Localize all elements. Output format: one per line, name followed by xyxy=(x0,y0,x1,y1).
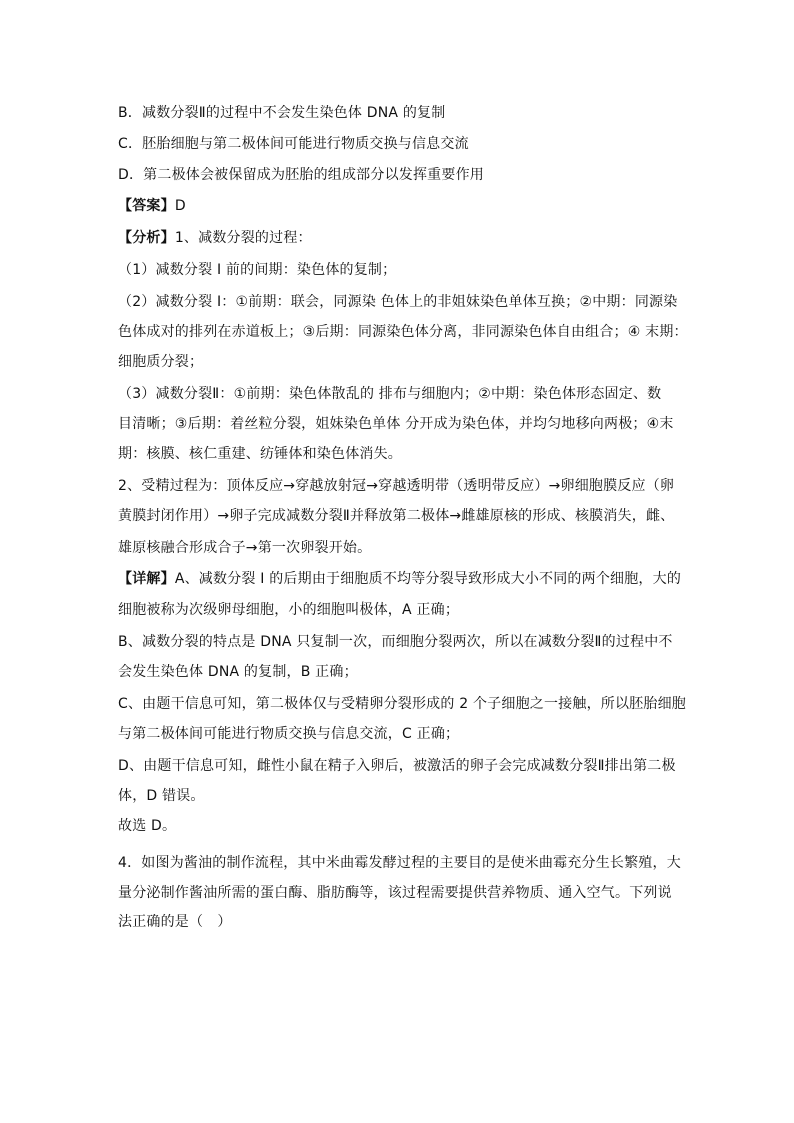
analysis-line: （3）减数分裂Ⅱ：①前期：染色体散乱的 排布与细胞内；②中期：染色体形态固定、数 xyxy=(118,386,662,402)
question-4-line: 4．如图为酱油的制作流程，其中米曲霉发酵过程的主要目的是使米曲霉充分生长繁殖，大 xyxy=(118,855,681,871)
detail-line: 细胞被称为次级卵母细胞，小的细胞叫极体，A 正确； xyxy=(118,602,460,618)
detail-line: 与第二极体间可能进行物质交换与信息交流，C 正确； xyxy=(118,726,460,742)
answer-value: D xyxy=(174,198,186,214)
detail-line: 体，D 错误。 xyxy=(118,788,205,804)
analysis-line: （1）减数分裂 I 前的间期：染色体的复制； xyxy=(118,262,397,278)
question-4-line: 量分泌制作酱油所需的蛋白酶、脂肪酶等，该过程需要提供营养物质、通入空气。下列说 xyxy=(118,885,672,901)
detail-line: C、由题干信息可知，第二极体仅与受精卵分裂形成的 2 个子细胞之一接触，所以胚胎细胞 xyxy=(118,696,686,712)
detail-line: B、减数分裂的特点是 DNA 只复制一次，而细胞分裂两次，所以在减数分裂Ⅱ的过程中不 xyxy=(118,634,673,650)
analysis-first: 1、减数分裂的过程： xyxy=(174,230,312,246)
option-d: D．第二极体会被保留成为胚胎的组成部分以发挥重要作用 xyxy=(118,167,484,183)
answer-tag: 【答案】 xyxy=(118,198,175,214)
option-c: C．胚胎细胞与第二极体间可能进行物质交换与信息交流 xyxy=(118,136,469,152)
question-4-line: 法正确的是（ ） xyxy=(118,914,232,930)
analysis-line: 期：核膜、核仁重建、纺锤体和染色体消失。 xyxy=(118,446,402,462)
analysis-line: 黄膜封闭作用）→卵子完成减数分裂Ⅱ并释放第二极体→雌雄原核的形成、核膜消失，雌、 xyxy=(118,508,675,524)
analysis-tag: 【分析】 xyxy=(118,230,175,246)
detail-first: A、减数分裂 I 的后期由于细胞质不均等分裂导致形成大小不同的两个细胞，大的 xyxy=(174,571,682,587)
analysis-line: 色体成对的排列在赤道板上；③后期：同源染色体分离，非同源染色体自由组合；④ 末期： xyxy=(118,324,688,340)
option-b: B．减数分裂Ⅱ的过程中不会发生染色体 DNA 的复制 xyxy=(118,105,446,121)
analysis-line: 细胞质分裂； xyxy=(118,354,204,370)
detail-line: D、由题干信息可知，雌性小鼠在精子入卵后，被激活的卵子会完成减数分裂Ⅱ排出第二极 xyxy=(118,758,676,774)
analysis-line: 2、受精过程为：顶体反应→穿越放射冠→穿越透明带（透明带反应）→卵细胞膜反应（卵 xyxy=(118,478,675,494)
detail-line: 故选 D。 xyxy=(118,818,177,834)
detail-tag: 【详解】 xyxy=(118,571,175,587)
analysis-line: （2）减数分裂 I：①前期：联会，同源染 色体上的非姐妹染色单体互换；②中期：同源染 xyxy=(118,294,678,310)
analysis-heading xyxy=(118,228,312,248)
analysis-line: 雄原核融合形成合子→第一次卵裂开始。 xyxy=(118,540,372,556)
analysis-line: 目清晰；③后期：着丝粒分裂，姐妹染色单体 分开成为染色体，并均匀地移向两极；④末 xyxy=(118,416,674,432)
detail-heading xyxy=(118,569,681,589)
detail-line: 会发生染色体 DNA 的复制，B 正确； xyxy=(118,664,358,680)
answer-line xyxy=(118,196,186,216)
